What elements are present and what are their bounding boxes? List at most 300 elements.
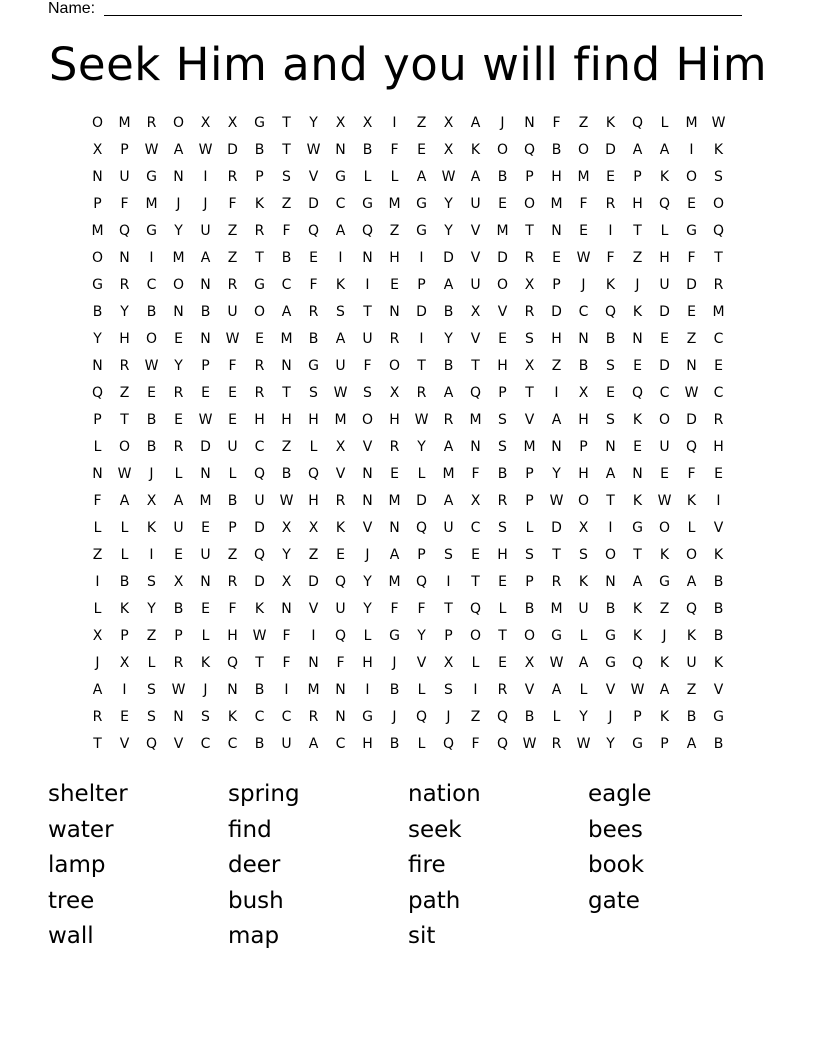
grid-letter: I xyxy=(149,250,154,266)
grid-letter: J xyxy=(635,277,640,293)
grid-letter: A xyxy=(416,169,427,185)
grid-letter: M xyxy=(712,304,725,320)
grid-letter: E xyxy=(147,385,156,401)
grid-letter: A xyxy=(173,142,184,158)
grid-letter: M xyxy=(172,250,185,266)
grid-letter: D xyxy=(416,304,427,320)
grid-letter: X xyxy=(119,655,130,671)
grid-letter: X xyxy=(92,142,103,158)
grid-letter: T xyxy=(525,385,534,401)
grid-letter: N xyxy=(362,493,373,509)
grid-letter: M xyxy=(91,223,104,239)
word-column xyxy=(48,777,228,955)
grid-letter: B xyxy=(308,331,319,347)
grid-letter: D xyxy=(200,439,211,455)
grid-letter: L xyxy=(417,682,426,698)
grid-letter: O xyxy=(604,547,617,563)
grid-letter: R xyxy=(389,331,400,347)
word-list-item: bush xyxy=(228,887,284,914)
grid-letter: W xyxy=(198,142,213,158)
grid-letter: M xyxy=(496,223,509,239)
grid-letter: O xyxy=(172,277,185,293)
grid-letter: S xyxy=(606,358,615,374)
grid-row xyxy=(84,164,732,191)
grid-letter: L xyxy=(687,520,696,536)
grid-letter: V xyxy=(308,169,319,185)
grid-letter: F xyxy=(93,493,102,509)
grid-letter: W xyxy=(576,736,591,752)
grid-letter: V xyxy=(713,682,724,698)
grid-letter: C xyxy=(281,709,292,725)
grid-letter: N xyxy=(173,304,184,320)
grid-row xyxy=(84,272,732,299)
grid-letter: Q xyxy=(631,655,644,671)
grid-letter: K xyxy=(632,304,643,320)
grid-letter: P xyxy=(255,169,264,185)
grid-letter: Y xyxy=(552,466,561,482)
grid-letter: X xyxy=(227,115,238,131)
grid-letter: N xyxy=(578,331,589,347)
grid-letter: C xyxy=(713,331,724,347)
grid-letter: T xyxy=(363,304,372,320)
grid-letter: W xyxy=(441,169,456,185)
grid-letter: R xyxy=(308,304,319,320)
grid-letter: W xyxy=(144,358,159,374)
grid-letter: G xyxy=(632,520,643,536)
grid-letter: V xyxy=(335,466,346,482)
grid-letter: C xyxy=(254,439,265,455)
grid-letter: N xyxy=(470,439,481,455)
grid-letter: S xyxy=(147,574,156,590)
grid-letter: M xyxy=(550,601,563,617)
name-field xyxy=(48,0,748,20)
grid-letter: D xyxy=(605,142,616,158)
grid-letter: K xyxy=(659,655,670,671)
grid-letter: V xyxy=(119,736,130,752)
grid-letter: P xyxy=(552,277,561,293)
grid-letter: T xyxy=(93,736,102,752)
grid-letter: I xyxy=(608,223,613,239)
grid-letter: K xyxy=(713,547,724,563)
grid-letter: O xyxy=(91,250,104,266)
grid-letter: C xyxy=(578,304,589,320)
grid-letter: T xyxy=(417,358,426,374)
grid-letter: J xyxy=(500,115,505,131)
grid-row xyxy=(84,245,732,272)
grid-letter: J xyxy=(176,196,181,212)
grid-letter: P xyxy=(525,493,534,509)
grid-letter: G xyxy=(389,628,400,644)
grid-row xyxy=(84,380,732,407)
grid-letter: T xyxy=(282,385,291,401)
word-list-item: shelter xyxy=(48,781,128,807)
grid-letter: B xyxy=(443,304,454,320)
grid-letter: W xyxy=(252,628,267,644)
grid-letter: N xyxy=(173,709,184,725)
grid-letter: Z xyxy=(686,331,697,347)
grid-letter: B xyxy=(713,736,724,752)
grid-letter: O xyxy=(253,304,266,320)
grid-letter: N xyxy=(200,574,211,590)
grid-letter: C xyxy=(470,520,481,536)
grid-letter: E xyxy=(714,358,723,374)
grid-letter: N xyxy=(92,466,103,482)
grid-letter: F xyxy=(282,628,291,644)
grid-letter: K xyxy=(200,655,211,671)
grid-letter: K xyxy=(227,709,238,725)
grid-letter: C xyxy=(146,277,157,293)
grid-letter: B xyxy=(254,736,265,752)
grid-letter: W xyxy=(198,412,213,428)
grid-letter: U xyxy=(470,277,481,293)
grid-letter: R xyxy=(389,439,400,455)
grid-letter: M xyxy=(118,115,131,131)
grid-letter: R xyxy=(713,412,724,428)
grid-letter: N xyxy=(281,601,292,617)
grid-letter: F xyxy=(228,601,237,617)
grid-letter: X xyxy=(281,520,292,536)
grid-letter: B xyxy=(254,682,265,698)
grid-letter: I xyxy=(716,493,721,509)
grid-letter: M xyxy=(388,196,401,212)
grid-letter: N xyxy=(281,358,292,374)
grid-letter: P xyxy=(174,628,183,644)
grid-letter: A xyxy=(119,493,130,509)
grid-letter: S xyxy=(147,682,156,698)
grid-letter: V xyxy=(524,412,535,428)
grid-row xyxy=(84,623,732,650)
grid-letter: Q xyxy=(415,574,428,590)
grid-letter: K xyxy=(605,277,616,293)
grid-letter: K xyxy=(254,601,265,617)
grid-letter: Q xyxy=(307,466,320,482)
grid-letter: K xyxy=(605,115,616,131)
grid-letter: H xyxy=(578,466,589,482)
grid-letter: K xyxy=(632,493,643,509)
grid-letter: Q xyxy=(523,142,536,158)
grid-letter: M xyxy=(577,169,590,185)
grid-letter: L xyxy=(120,547,129,563)
grid-letter: G xyxy=(605,628,616,644)
grid-letter: W xyxy=(630,682,645,698)
grid-letter: U xyxy=(362,331,373,347)
word-list-item: eagle xyxy=(588,781,652,807)
grid-letter: B xyxy=(389,682,400,698)
grid-letter: J xyxy=(662,628,667,644)
grid-letter: R xyxy=(254,358,265,374)
grid-letter: W xyxy=(333,385,348,401)
grid-letter: F xyxy=(336,655,345,671)
grid-letter: E xyxy=(606,385,615,401)
grid-letter: Z xyxy=(146,628,157,644)
word-list-item: lamp xyxy=(48,852,106,878)
grid-letter: B xyxy=(551,142,562,158)
grid-letter: K xyxy=(713,142,724,158)
grid-letter: L xyxy=(579,628,588,644)
grid-letter: J xyxy=(392,709,397,725)
grid-row xyxy=(84,353,732,380)
grid-letter: Q xyxy=(631,385,644,401)
grid-letter: X xyxy=(524,655,535,671)
grid-letter: B xyxy=(605,331,616,347)
grid-letter: G xyxy=(416,196,427,212)
grid-letter: I xyxy=(149,547,154,563)
grid-letter: F xyxy=(417,601,426,617)
grid-letter: S xyxy=(309,385,318,401)
grid-letter: Z xyxy=(227,250,238,266)
grid-letter: D xyxy=(659,304,670,320)
grid-letter: O xyxy=(712,196,725,212)
grid-letter: E xyxy=(174,547,183,563)
grid-letter: H xyxy=(551,331,562,347)
grid-letter: H xyxy=(308,493,319,509)
grid-letter: A xyxy=(335,223,346,239)
grid-letter: R xyxy=(254,385,265,401)
grid-letter: L xyxy=(174,466,183,482)
grid-letter: F xyxy=(471,736,480,752)
grid-letter: X xyxy=(308,520,319,536)
grid-letter: T xyxy=(255,250,264,266)
grid-letter: E xyxy=(201,520,210,536)
grid-letter: K xyxy=(119,601,130,617)
grid-letter: M xyxy=(307,682,320,698)
grid-letter: D xyxy=(254,520,265,536)
grid-letter: A xyxy=(443,277,454,293)
grid-letter: E xyxy=(390,466,399,482)
grid-letter: N xyxy=(389,304,400,320)
grid-row xyxy=(84,515,732,542)
grid-letter: B xyxy=(389,736,400,752)
grid-letter: W xyxy=(657,493,672,509)
grid-letter: O xyxy=(523,628,536,644)
grid-letter: X xyxy=(524,358,535,374)
grid-letter: L xyxy=(201,628,210,644)
grid-letter: A xyxy=(551,682,562,698)
grid-letter: I xyxy=(419,250,424,266)
word-list-item: map xyxy=(228,923,280,949)
grid-letter: X xyxy=(173,574,184,590)
grid-letter: P xyxy=(525,169,534,185)
grid-letter: T xyxy=(282,115,291,131)
grid-letter: R xyxy=(227,169,238,185)
grid-letter: Y xyxy=(606,736,615,752)
word-list-item: seek xyxy=(408,816,462,843)
grid-letter: T xyxy=(120,412,129,428)
grid-letter: S xyxy=(147,709,156,725)
grid-letter: N xyxy=(92,169,103,185)
grid-letter: Y xyxy=(147,601,156,617)
grid-letter: G xyxy=(659,574,670,590)
grid-letter: U xyxy=(443,520,454,536)
grid-letter: Q xyxy=(469,385,482,401)
grid-letter: I xyxy=(446,574,451,590)
grid-letter: R xyxy=(227,277,238,293)
grid-letter: Q xyxy=(334,628,347,644)
grid-letter: B xyxy=(281,250,292,266)
grid-letter: E xyxy=(417,142,426,158)
grid-letter: F xyxy=(552,115,561,131)
grid-letter: R xyxy=(605,196,616,212)
grid-letter: A xyxy=(659,682,670,698)
grid-letter: Q xyxy=(415,520,428,536)
grid-letter: T xyxy=(255,655,264,671)
grid-letter: M xyxy=(685,115,698,131)
grid-letter: A xyxy=(335,331,346,347)
grid-letter: S xyxy=(363,385,372,401)
grid-letter: Y xyxy=(444,196,453,212)
grid-letter: I xyxy=(311,628,316,644)
grid-letter: L xyxy=(417,736,426,752)
grid-letter: A xyxy=(605,466,616,482)
grid-letter: E xyxy=(687,304,696,320)
grid-letter: D xyxy=(308,574,319,590)
grid-letter: S xyxy=(714,169,723,185)
grid-letter: Y xyxy=(174,223,183,239)
grid-letter: Q xyxy=(442,736,455,752)
grid-letter: U xyxy=(686,655,697,671)
grid-letter: I xyxy=(608,520,613,536)
grid-letter: B xyxy=(713,574,724,590)
grid-letter: K xyxy=(146,520,157,536)
grid-letter: E xyxy=(660,331,669,347)
grid-letter: E xyxy=(687,196,696,212)
grid-letter: E xyxy=(309,250,318,266)
grid-letter: K xyxy=(659,709,670,725)
grid-letter: C xyxy=(227,736,238,752)
grid-letter: X xyxy=(389,385,400,401)
grid-letter: P xyxy=(498,385,507,401)
grid-letter: L xyxy=(660,223,669,239)
grid-letter: N xyxy=(200,466,211,482)
grid-letter: B xyxy=(146,304,157,320)
grid-letter: W xyxy=(576,250,591,266)
grid-letter: Q xyxy=(253,466,266,482)
grid-letter: F xyxy=(120,196,129,212)
grid-letter: I xyxy=(338,250,343,266)
grid-letter: L xyxy=(120,520,129,536)
grid-letter: B xyxy=(146,412,157,428)
grid-letter: L xyxy=(147,655,156,671)
grid-letter: Q xyxy=(604,304,617,320)
grid-letter: U xyxy=(335,601,346,617)
grid-letter: F xyxy=(390,142,399,158)
grid-letter: H xyxy=(713,439,724,455)
grid-letter: K xyxy=(686,493,697,509)
grid-letter: S xyxy=(525,547,534,563)
grid-letter: O xyxy=(91,115,104,131)
grid-letter: U xyxy=(659,277,670,293)
grid-letter: P xyxy=(93,412,102,428)
grid-letter: S xyxy=(282,169,291,185)
grid-letter: H xyxy=(389,250,400,266)
grid-letter: F xyxy=(687,466,696,482)
grid-letter: E xyxy=(471,547,480,563)
word-column xyxy=(408,777,588,955)
grid-letter: O xyxy=(496,277,509,293)
grid-letter: X xyxy=(470,304,481,320)
grid-letter: T xyxy=(525,223,534,239)
grid-letter: U xyxy=(200,547,211,563)
grid-row xyxy=(84,218,732,245)
grid-letter: N xyxy=(200,331,211,347)
grid-letter: T xyxy=(606,493,615,509)
grid-letter: O xyxy=(523,196,536,212)
grid-letter: Q xyxy=(496,709,509,725)
grid-letter: D xyxy=(254,574,265,590)
grid-letter: B xyxy=(146,439,157,455)
grid-letter: L xyxy=(525,520,534,536)
grid-letter: F xyxy=(228,196,237,212)
grid-letter: T xyxy=(552,547,561,563)
grid-letter: X xyxy=(335,115,346,131)
grid-letter: B xyxy=(713,601,724,617)
grid-letter: S xyxy=(201,709,210,725)
grid-letter: Y xyxy=(309,115,318,131)
grid-letter: Z xyxy=(308,547,319,563)
grid-letter: U xyxy=(254,493,265,509)
grid-letter: S xyxy=(498,412,507,428)
grid-letter: E xyxy=(228,412,237,428)
grid-letter: E xyxy=(336,547,345,563)
grid-letter: B xyxy=(281,466,292,482)
grid-letter: U xyxy=(281,736,292,752)
grid-letter: A xyxy=(470,169,481,185)
grid-letter: Z xyxy=(281,196,292,212)
grid-letter: E xyxy=(633,439,642,455)
grid-letter: B xyxy=(497,466,508,482)
grid-letter: T xyxy=(471,358,480,374)
grid-letter: U xyxy=(578,601,589,617)
grid-letter: R xyxy=(551,574,562,590)
grid-letter: Z xyxy=(416,115,427,131)
grid-letter: O xyxy=(361,412,374,428)
grid-letter: B xyxy=(362,142,373,158)
grid-letter: A xyxy=(200,250,211,266)
grid-letter: N xyxy=(605,439,616,455)
grid-letter: M xyxy=(388,574,401,590)
grid-letter: Y xyxy=(579,709,588,725)
grid-letter: V xyxy=(497,304,508,320)
grid-row xyxy=(84,569,732,596)
grid-letter: X xyxy=(443,115,454,131)
grid-letter: K xyxy=(713,655,724,671)
grid-letter: E xyxy=(498,574,507,590)
grid-letter: Q xyxy=(118,223,131,239)
grid-letter: D xyxy=(416,493,427,509)
grid-letter: H xyxy=(497,547,508,563)
grid-letter: J xyxy=(446,709,451,725)
grid-letter: R xyxy=(524,304,535,320)
word-list-item: nation xyxy=(408,781,481,807)
grid-letter: X xyxy=(281,574,292,590)
grid-letter: F xyxy=(579,196,588,212)
grid-letter: N xyxy=(551,223,562,239)
grid-letter: V xyxy=(713,520,724,536)
grid-letter: S xyxy=(444,682,453,698)
grid-letter: V xyxy=(362,439,373,455)
grid-row xyxy=(84,299,732,326)
grid-letter: M xyxy=(442,466,455,482)
grid-letter: W xyxy=(549,655,564,671)
grid-letter: P xyxy=(579,439,588,455)
grid-letter: T xyxy=(471,574,480,590)
grid-letter: N xyxy=(335,682,346,698)
grid-letter: E xyxy=(255,331,264,347)
grid-letter: H xyxy=(659,250,670,266)
grid-letter: U xyxy=(173,520,184,536)
grid-letter: O xyxy=(658,520,671,536)
grid-letter: L xyxy=(390,169,399,185)
